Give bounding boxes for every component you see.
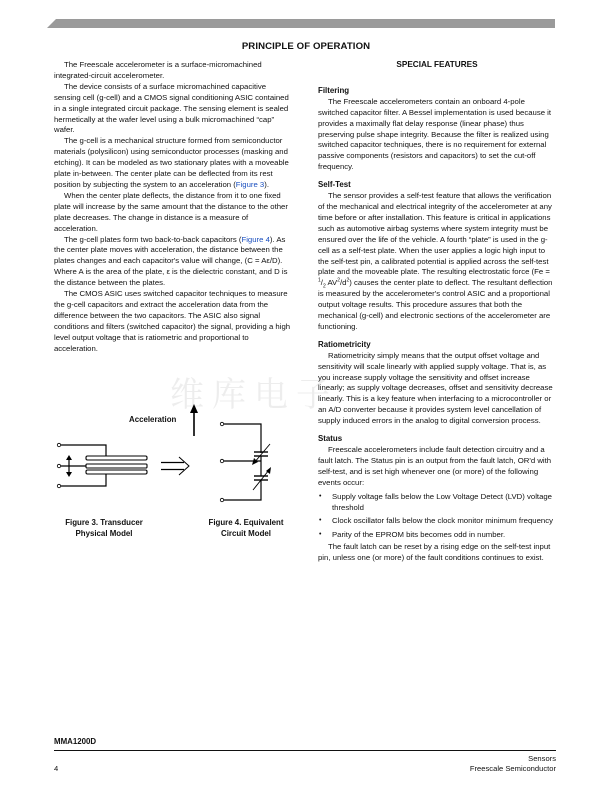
- status-closing: The fault latch can be reset by a rising edge on the self-test input pin, unless one (or more) of the fault conditions continues to exist.: [318, 542, 551, 563]
- page-title: PRINCIPLE OF OPERATION: [241, 41, 371, 52]
- status-event-list: [318, 492, 556, 542]
- list-item: • Clock oscillator falls below the clock monitor minimum frequency: [318, 516, 556, 527]
- footer-category: Sensors: [528, 754, 556, 763]
- filtering-text: The Freescale accelerometers contain an onboard 4-pole switched capacitor filter. A Bessel implementation is used because it provides a maximally flat delay response (linear phase) thus preserving pulse shape integrity. Because the filter is realized using switched capacitor techniques, there is no requirement for external passive components (resistors and capacitors) to set the cut-off frequency.: [318, 96, 552, 172]
- special-features-title: SPECIAL FEATURES: [396, 60, 478, 69]
- figure-3-caption: Figure 3. Transducer Physical Model: [65, 518, 143, 538]
- acceleration-arrow-icon: [188, 404, 200, 436]
- page-number: 4: [54, 764, 59, 773]
- status-intro: Freescale accelerometers include fault detection circuitry and a fault latch. The Status pin is an output from the fault latch, OR'd with self-test, and is set high whenever one (or more) of the following events occur:: [318, 445, 552, 487]
- filtering-heading: Filtering: [318, 85, 350, 95]
- figure-4-circuit-diagram: [218, 418, 278, 506]
- right-column: [318, 60, 556, 564]
- paragraph-device: The device consists of a surface micromachined capacitive sensing cell (g-cell) and a CMOS signal conditioning ASIC contained in a single integrated circuit package. The sensing element is sealed hermetically at the wafer level using a bulk micromachined “cap” wafer.: [54, 81, 289, 135]
- figure-4-link[interactable]: Figure 4: [241, 234, 270, 244]
- watermark: 维库电子: [170, 375, 338, 415]
- implies-arrow-icon: [161, 456, 193, 476]
- paragraph-intro: The Freescale accelerometer is a surface-micromachined integrated-circuit accelerometer.: [54, 60, 262, 80]
- footer-source: [470, 754, 556, 775]
- list-item: • Supply voltage falls below the Low Voltage Detect (LVD) voltage threshold: [318, 492, 556, 514]
- acceleration-label: Acceleration: [129, 415, 177, 424]
- header-bar: [47, 19, 555, 28]
- ratiometricity-heading: Ratiometricity: [318, 339, 371, 349]
- ratiometricity-text: Ratiometricity simply means that the output offset voltage and sensitivity will scale linearly with applied supply voltage. That is, as you increase supply voltage the sensitivity and offset increase linearly; as supply voltage decreases, offset and sensitivity decrease linearly. This is a key feature when interfacing to a microcontroller or an A/D converter because it provides system level cancellation of supply induced errors in the analog to digital conversion process.: [318, 350, 553, 426]
- self-test-heading: Self-Test: [318, 180, 351, 190]
- list-item: • Parity of the EPROM bits becomes odd in number.: [318, 530, 556, 541]
- left-column: [54, 60, 294, 354]
- footer-company: Freescale Semiconductor: [469, 764, 556, 774]
- paragraph-capacitors: The g-cell plates form two back-to-back capacitors (Figure 4). As the center plate moves with acceleration, the distance between the plates changes and each capacitor's value will change, (C = Aε/D). Where A is the area of the plate, ε is the dielectric constant, and D is the distance between the plates.: [54, 234, 288, 288]
- self-test-text: The sensor provides a self-test feature that allows the verification of the mechanical and electrical integrity of the accelerometer at any time before or after installation. This feature is critical in applications such as automotive airbag systems where system integrity must be ensured over the life of the vehicle. A fourth “plate” is used in the g-cell as a self-test plate. When the user applies a logic high input to the self-test pin, a calibrated potential is applied across the self-test plate and the moveable plate. The resulting electrostatic force ($Fe = ^1/_2$ $AV^2/d^2$) causes the center plate to deflect. The resultant deflection is measured by the accelerometer's control ASIC and a proportional output voltage results. This procedure assures that both the mechanical (g-cell) and electronic sections of the accelerometer are functioning.: [318, 191, 553, 331]
- paragraph-asic: The CMOS ASIC uses switched capacitor techniques to measure the g-cell capacitors and extract the acceleration data from the difference between the two capacitors. The ASIC also signal conditions and filters (switched capacitor) the signal, providing a high level output voltage that is ratiometric and proportional to acceleration.: [54, 289, 291, 353]
- footer-divider: [54, 750, 556, 751]
- paragraph-deflection: When the center plate deflects, the distance from it to one fixed plate will increase by the same amount that the distance to the other plate decreases. The change in distance is a measure of acceleration.: [54, 190, 288, 233]
- paragraph-gcell: The g-cell is a mechanical structure formed from semiconductor materials (polysilicon) using semiconductor processes (masking and etching). It can be modeled as two stationary plates with a moveable plate in-between. The center plate can be deflected from its rest position by subjecting the system to an acceleration (Figure 3).: [54, 136, 289, 189]
- part-number: MMA1200D: [54, 737, 97, 746]
- figure-4-caption: Figure 4. Equivalent Circuit Model: [208, 518, 284, 538]
- status-heading: Status: [318, 434, 343, 444]
- figure-3-link[interactable]: Figure 3: [235, 179, 265, 189]
